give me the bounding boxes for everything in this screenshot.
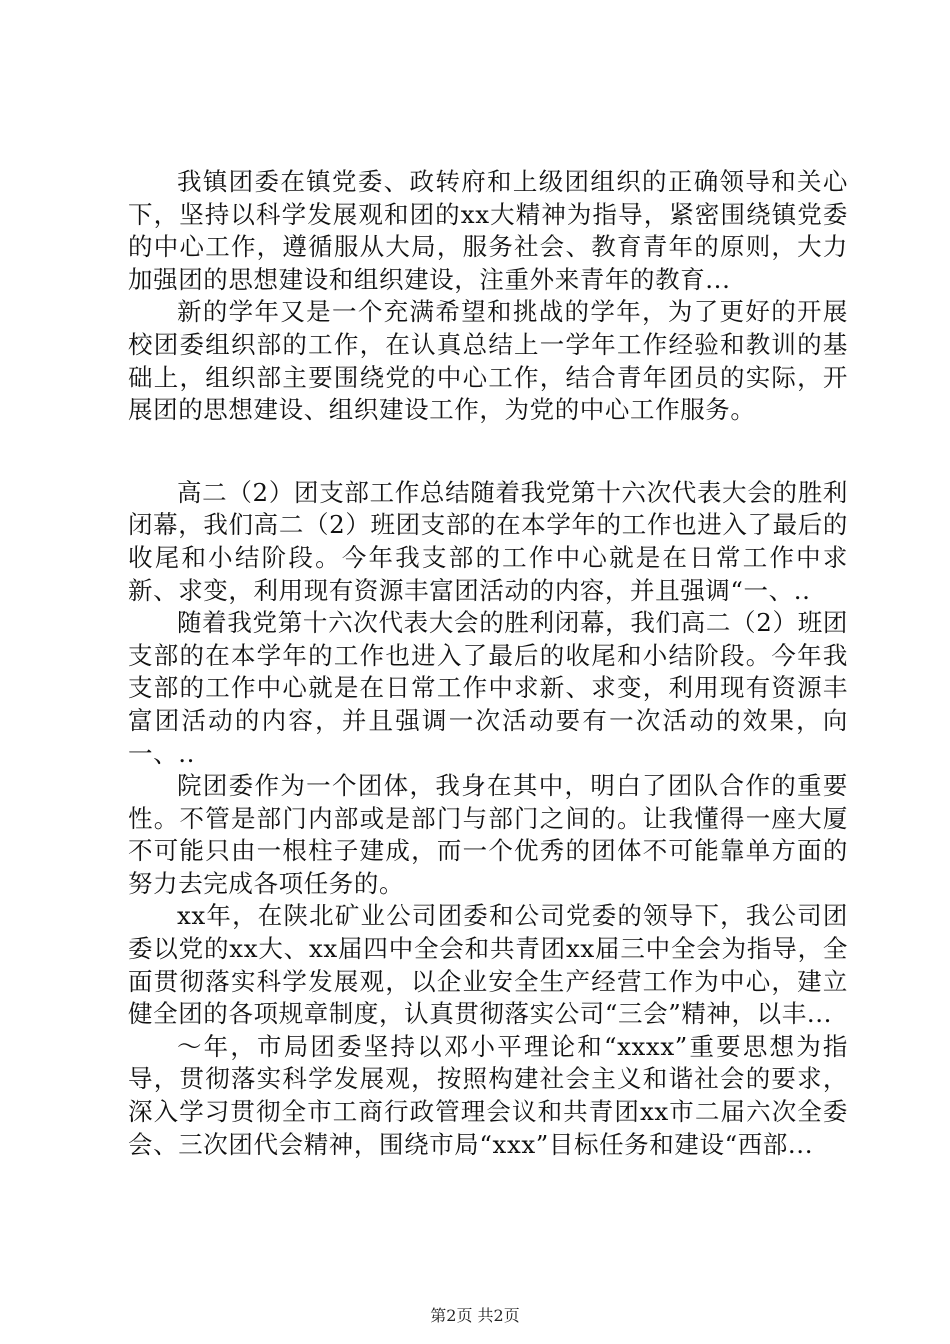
paragraph: 新的学年又是一个充满希望和挑战的学年，为了更好的开展校团委组织部的工作，在认真总结上一学年工作经验和教训的基础上，组织部主要围绕党的中心工作，结合青年团员的实际，开展团的思想建设、组织建设工作，为党的中心工作服务。	[128, 297, 848, 425]
paragraph: 随着我党第十六次代表大会的胜利闭幕，我们高二（2）班团支部的在本学年的工作也进入了最后的收尾和小结阶段。今年我支部的工作中心就是在日常工作中求新、求变，利用现有资源丰富团活动的内容，并且强调一次活动要有一次活动的效果，向一、..	[128, 608, 848, 768]
paragraph-gap	[128, 427, 848, 477]
paragraph: 高二（2）团支部工作总结随着我党第十六次代表大会的胜利闭幕，我们高二（2）班团支部的在本学年的工作也进入了最后的收尾和小结阶段。今年我支部的工作中心就是在日常工作中求新、求变，利用现有资源丰富团活动的内容，并且强调“一、..	[128, 477, 848, 605]
paragraph: 我镇团委在镇党委、政转府和上级团组织的正确领导和关心下，坚持以科学发展观和团的xx大精神为指导，紧密围绕镇党委的中心工作，遵循服从大局，服务社会、教育青年的原则，大力加强团的思想建设和组织建设，注重外来青年的教育...	[128, 167, 848, 294]
paragraph: xx年，在陕北矿业公司团委和公司党委的领导下，我公司团委以党的xx大、xx届四中全会和共青团xx届三中全会为指导，全面贯彻落实科学发展观，以企业安全生产经营工作为中心，建立健全团的各项规章制度，认真贯彻落实公司“三会”精神，以丰...	[128, 901, 848, 1029]
paragraph: 院团委作为一个团体，我身在其中，明白了团队合作的重要性。不管是部门内部或是部门与部门之间的。让我懂得一座大厦不可能只由一根柱子建成，而一个优秀的团体不可能靠单方面的努力去完成各项任务的。	[128, 771, 848, 898]
page-number-footer: 第2页 共2页	[430, 1306, 520, 1325]
document-body	[128, 166, 848, 1161]
paragraph: ～年，市局团委坚持以邓小平理论和“xxxx”重要思想为指导，贯彻落实科学发展观，按照构建社会主义和谐社会的要求，深入学习贯彻全市工商行政管理会议和共青团xx市二届六次全委会、三次团代会精神，围绕市局“xxx”目标任务和建设“西部...	[128, 1031, 848, 1159]
